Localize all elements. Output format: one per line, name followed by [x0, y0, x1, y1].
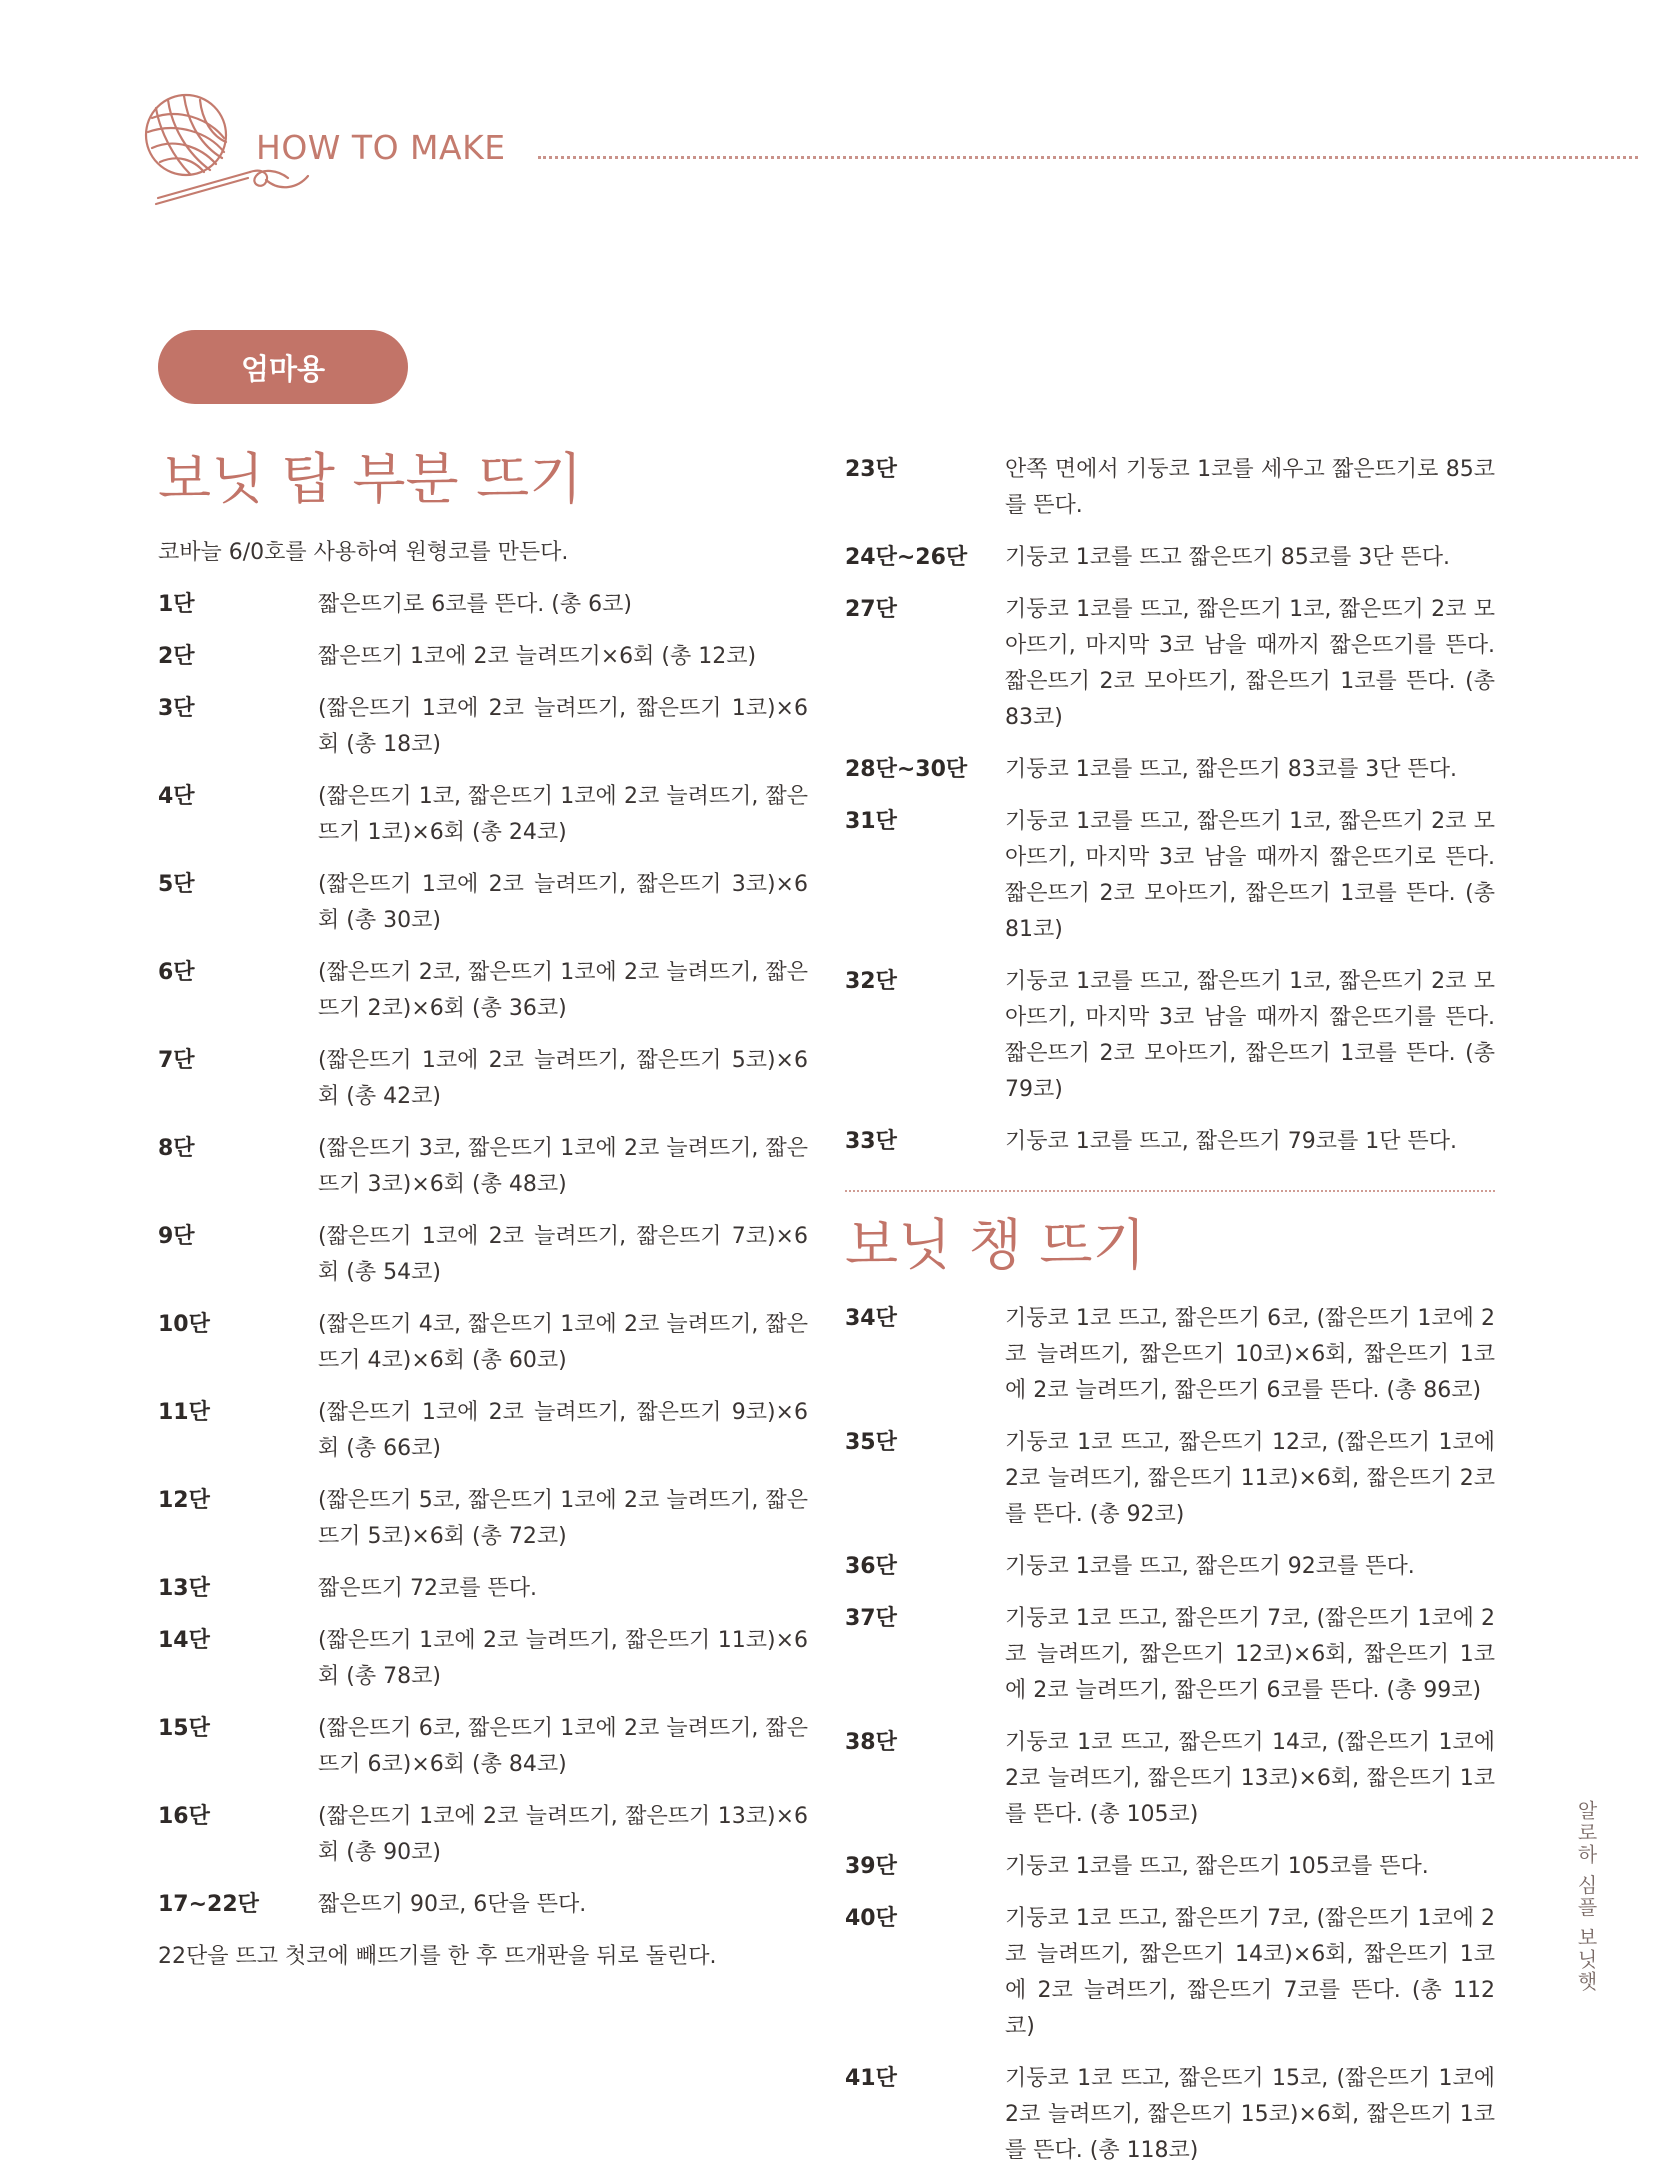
instruction-row: [158, 587, 808, 623]
row-label: 31단: [845, 809, 897, 834]
header-title: HOW TO MAKE: [256, 128, 506, 167]
row-text: 안쪽 면에서 기둥코 1코를 세우고 짧은뜨기로 85코를 뜬다.: [1005, 457, 1495, 518]
instruction-row: [845, 1301, 1495, 1409]
instruction-row: [158, 1887, 808, 1923]
section-divider: [845, 1190, 1495, 1192]
row-text: (짧은뜨기 1코에 2코 늘려뜨기, 짧은뜨기 9코)×6회 (총 66코): [318, 1400, 808, 1461]
row-label: 12단: [158, 1488, 210, 1513]
instruction-row: [158, 1711, 808, 1783]
row-text: (짧은뜨기 1코에 2코 늘려뜨기, 짧은뜨기 3코)×6회 (총 30코): [318, 872, 808, 933]
row-label: 27단: [845, 597, 897, 622]
row-label: 24단~26단: [845, 545, 968, 570]
section-badge: 엄마용: [158, 330, 408, 404]
row-text: 기둥코 1코를 뜨고, 짧은뜨기 83코를 3단 뜬다.: [1005, 757, 1457, 782]
row-label: 35단: [845, 1430, 897, 1455]
row-text: 기둥코 1코 뜨고, 짧은뜨기 7코, (짧은뜨기 1코에 2코 늘려뜨기, 짧은뜨기 14코)×6회, 짧은뜨기 1코에 2코 늘려뜨기, 짧은뜨기 7코를 뜬다. (총 112코): [1005, 1906, 1495, 2039]
row-text: (짧은뜨기 1코에 2코 늘려뜨기, 짧은뜨기 5코)×6회 (총 42코): [318, 1048, 808, 1109]
row-label: 41단: [845, 2066, 897, 2091]
row-text: 기둥코 1코를 뜨고, 짧은뜨기 105코를 뜬다.: [1005, 1854, 1429, 1879]
row-label: 39단: [845, 1854, 897, 1879]
row-label: 23단: [845, 457, 897, 482]
row-label: 16단: [158, 1804, 210, 1829]
instruction-row: [845, 540, 1495, 576]
instruction-row: [158, 1307, 808, 1379]
row-text: 기둥코 1코 뜨고, 짧은뜨기 12코, (짧은뜨기 1코에 2코 늘려뜨기, 짧은뜨기 11코)×6회, 짧은뜨기 2코를 뜬다. (총 92코): [1005, 1430, 1495, 1527]
instruction-row: [158, 1395, 808, 1467]
instruction-row: [845, 1849, 1495, 1885]
row-text: (짧은뜨기 2코, 짧은뜨기 1코에 2코 늘려뜨기, 짧은뜨기 2코)×6회 (총 36코): [318, 960, 808, 1021]
row-text: (짧은뜨기 1코에 2코 늘려뜨기, 짧은뜨기 7코)×6회 (총 54코): [318, 1224, 808, 1285]
instruction-row: [158, 639, 808, 675]
instruction-row: [845, 804, 1495, 948]
row-label: 33단: [845, 1129, 897, 1154]
right-rows-bottom: [845, 1301, 1495, 2169]
section-title-brim: 보닛 챙 뜨기: [845, 1213, 1146, 1277]
row-text: (짧은뜨기 1코에 2코 늘려뜨기, 짧은뜨기 11코)×6회 (총 78코): [318, 1628, 808, 1689]
row-text: 짧은뜨기로 6코를 뜬다. (총 6코): [318, 592, 632, 617]
row-text: 기둥코 1코 뜨고, 짧은뜨기 14코, (짧은뜨기 1코에 2코 늘려뜨기, 짧은뜨기 13코)×6회, 짧은뜨기 1코를 뜬다. (총 105코): [1005, 1730, 1495, 1827]
header-dotted-rule: [538, 156, 1638, 159]
instruction-row: [845, 964, 1495, 1108]
row-text: (짧은뜨기 6코, 짧은뜨기 1코에 2코 늘려뜨기, 짧은뜨기 6코)×6회 (총 84코): [318, 1716, 808, 1777]
row-text: 기둥코 1코 뜨고, 짧은뜨기 15코, (짧은뜨기 1코에 2코 늘려뜨기, 짧은뜨기 15코)×6회, 짧은뜨기 1코를 뜬다. (총 118코): [1005, 2066, 1495, 2163]
row-label: 17~22단: [158, 1892, 259, 1917]
row-label: 10단: [158, 1312, 210, 1337]
row-text: 기둥코 1코 뜨고, 짧은뜨기 7코, (짧은뜨기 1코에 2코 늘려뜨기, 짧은뜨기 12코)×6회, 짧은뜨기 1코에 2코 늘려뜨기, 짧은뜨기 6코를 뜬다. (총 99코): [1005, 1606, 1495, 1703]
right-column: [845, 452, 1495, 2169]
row-text: 기둥코 1코를 뜨고, 짧은뜨기 1코, 짧은뜨기 2코 모아뜨기, 마지막 3코 남을 때까지 짧은뜨기를 뜬다. 짧은뜨기 2코 모아뜨기, 짧은뜨기 1코를 뜬다. (총 79코): [1005, 969, 1495, 1102]
row-label: 14단: [158, 1628, 210, 1653]
instruction-row: [158, 691, 808, 763]
instruction-row: [158, 1799, 808, 1871]
instruction-row: [158, 867, 808, 939]
row-label: 1단: [158, 592, 195, 617]
row-label: 11단: [158, 1400, 210, 1425]
row-text: (짧은뜨기 5코, 짧은뜨기 1코에 2코 늘려뜨기, 짧은뜨기 5코)×6회 (총 72코): [318, 1488, 808, 1549]
instruction-row: [845, 1601, 1495, 1709]
row-text: 기둥코 1코를 뜨고 짧은뜨기 85코를 3단 뜬다.: [1005, 545, 1450, 570]
row-text: 기둥코 1코를 뜨고, 짧은뜨기 1코, 짧은뜨기 2코 모아뜨기, 마지막 3코 남을 때까지 짧은뜨기를 뜬다. 짧은뜨기 2코 모아뜨기, 짧은뜨기 1코를 뜬다. (총 83코): [1005, 597, 1495, 730]
row-text: 짧은뜨기 72코를 뜬다.: [318, 1576, 537, 1601]
row-label: 28단~30단: [845, 757, 968, 782]
instruction-row: [158, 1483, 808, 1555]
instruction-row: [845, 752, 1495, 788]
instruction-row: [845, 1124, 1495, 1160]
instruction-row: [845, 1425, 1495, 1533]
row-text: (짧은뜨기 1코에 2코 늘려뜨기, 짧은뜨기 1코)×6회 (총 18코): [318, 696, 808, 757]
row-label: 15단: [158, 1716, 210, 1741]
row-label: 38단: [845, 1730, 897, 1755]
row-label: 9단: [158, 1224, 195, 1249]
instruction-row: [158, 1219, 808, 1291]
row-text: 짧은뜨기 1코에 2코 늘려뜨기×6회 (총 12코): [318, 644, 757, 669]
row-text: (짧은뜨기 1코에 2코 늘려뜨기, 짧은뜨기 13코)×6회 (총 90코): [318, 1804, 808, 1865]
instruction-row: [158, 1571, 808, 1607]
row-label: 8단: [158, 1136, 195, 1161]
side-label: 알로하 심플 보닛햇: [1574, 1800, 1598, 1993]
instruction-row: [845, 452, 1495, 524]
row-label: 6단: [158, 960, 195, 985]
row-label: 40단: [845, 1906, 897, 1931]
left-column: [158, 447, 808, 1975]
row-text: 짧은뜨기 90코, 6단을 뜬다.: [318, 1892, 587, 1917]
row-text: (짧은뜨기 4코, 짧은뜨기 1코에 2코 늘려뜨기, 짧은뜨기 4코)×6회 (총 60코): [318, 1312, 808, 1373]
row-label: 32단: [845, 969, 897, 994]
outro-text: 22단을 뜨고 첫코에 빼뜨기를 한 후 뜨개판을 뒤로 돌린다.: [158, 1944, 717, 1969]
row-label: 5단: [158, 872, 195, 897]
row-label: 3단: [158, 696, 195, 721]
instruction-row: [158, 1131, 808, 1203]
instruction-row: [158, 779, 808, 851]
row-text: 기둥코 1코 뜨고, 짧은뜨기 6코, (짧은뜨기 1코에 2코 늘려뜨기, 짧은뜨기 10코)×6회, 짧은뜨기 1코에 2코 늘려뜨기, 짧은뜨기 6코를 뜬다. (총 86코): [1005, 1306, 1495, 1403]
row-label: 2단: [158, 644, 195, 669]
instruction-row: [845, 592, 1495, 736]
row-label: 36단: [845, 1554, 897, 1579]
row-label: 4단: [158, 784, 195, 809]
instruction-row: [845, 2061, 1495, 2169]
row-text: 기둥코 1코를 뜨고, 짧은뜨기 79코를 1단 뜬다.: [1005, 1129, 1457, 1154]
instruction-row: [845, 1725, 1495, 1833]
intro-text: 코바늘 6/0호를 사용하여 원형코를 만든다.: [158, 540, 569, 565]
section-title-top: 보닛 탑 부분 뜨기: [158, 447, 583, 511]
row-label: 37단: [845, 1606, 897, 1631]
row-text: (짧은뜨기 3코, 짧은뜨기 1코에 2코 늘려뜨기, 짧은뜨기 3코)×6회 (총 48코): [318, 1136, 808, 1197]
instruction-row: [158, 955, 808, 1027]
left-rows: [158, 587, 808, 1923]
right-rows-top: [845, 452, 1495, 1160]
instruction-row: [158, 1043, 808, 1115]
row-text: 기둥코 1코를 뜨고, 짧은뜨기 1코, 짧은뜨기 2코 모아뜨기, 마지막 3코 남을 때까지 짧은뜨기로 뜬다. 짧은뜨기 2코 모아뜨기, 짧은뜨기 1코를 뜬다. (총 81코): [1005, 809, 1495, 942]
instruction-row: [158, 1623, 808, 1695]
page-header: [138, 88, 1638, 208]
row-text: 기둥코 1코를 뜨고, 짧은뜨기 92코를 뜬다.: [1005, 1554, 1415, 1579]
row-text: (짧은뜨기 1코, 짧은뜨기 1코에 2코 늘려뜨기, 짧은뜨기 1코)×6회 (총 24코): [318, 784, 808, 845]
row-label: 7단: [158, 1048, 195, 1073]
row-label: 34단: [845, 1306, 897, 1331]
instruction-row: [845, 1901, 1495, 2045]
row-label: 13단: [158, 1576, 210, 1601]
instruction-row: [845, 1549, 1495, 1585]
